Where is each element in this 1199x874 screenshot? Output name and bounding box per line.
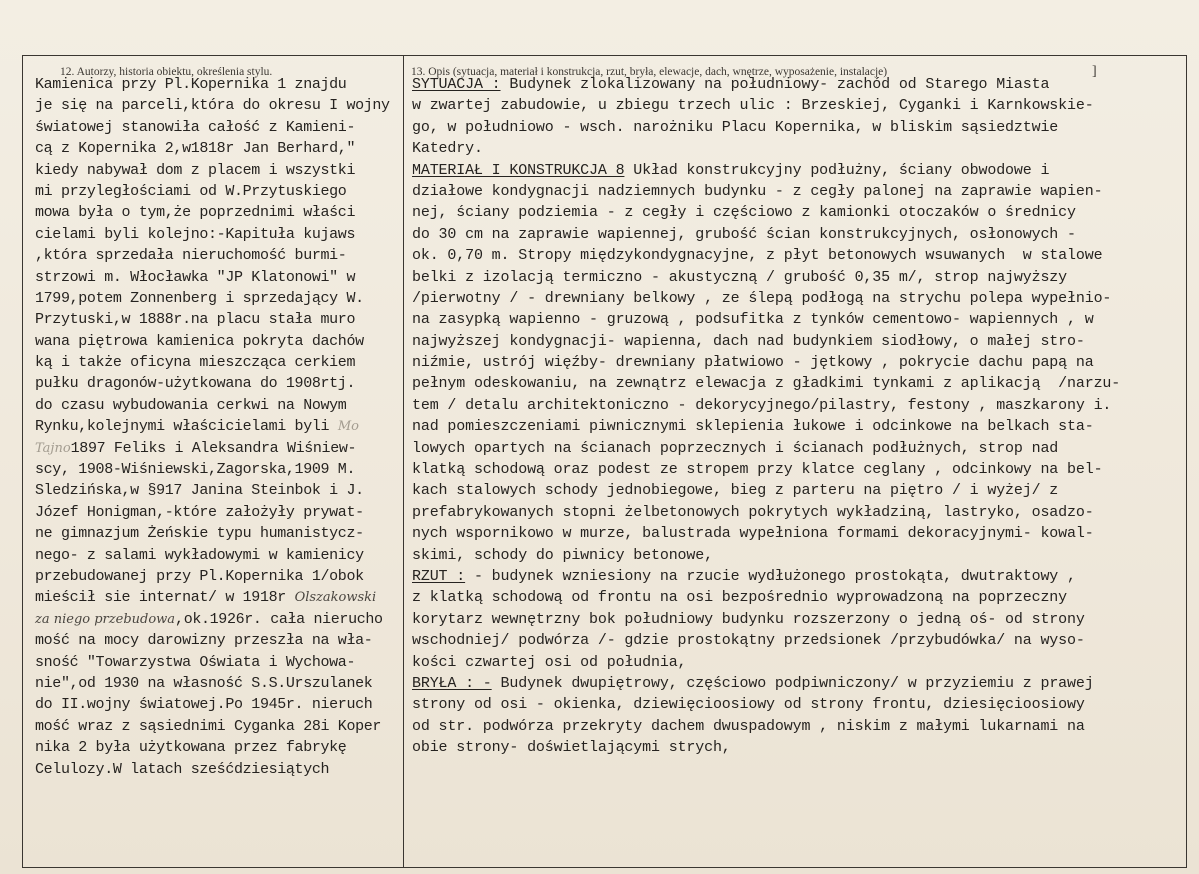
description-line: go, w południowo - wsch. narożniku Placu Kopernika, w bliskim sąsiedztwie (412, 118, 1059, 136)
description-line: najwyższej kondygnacji- wapienna, dach nad budynkiem siodłowy, o małej stro- (412, 332, 1085, 350)
description-line: klatką schodową oraz podest ze stropem przy klatce ceglany , odcinkowy na bel- (412, 461, 1103, 479)
section-13-header: 13. Opis (sytuacja, materiał i konstrukcja, rzut, bryła, elewacje, dach, wnętrze, wyposażenie, instalacje) (411, 66, 888, 78)
history-line: ,która sprzedała nieruchomość burmi- (35, 247, 347, 265)
history-line: światowej stanowiła całość z Kamieni- (35, 118, 356, 136)
description-line: nej, ściany podziemia - z cegły i częściowo z kamionki otoczaków o średnicy (412, 204, 1076, 222)
section-label-sytuacja: SYTUACJA : (412, 76, 501, 93)
description-line: Katedry. (412, 140, 483, 158)
description-column (412, 74, 1184, 759)
section-label-rzut: RZUT : (412, 567, 466, 585)
description-text: - budynek wzniesiony na rzucie wydłużonego prostokąta, dwutraktowy , (465, 567, 1076, 585)
history-text: mieścił sie internat/ w 1918r (35, 589, 286, 607)
history-line: cielami byli kolejno:-Kapituła kujaws (35, 225, 356, 243)
history-line: mość wraz z sąsiednimi Cyganka 28i Koper (35, 717, 382, 735)
description-line: ok. 0,70 m. Stropy międzykondygnacyjne, z płyt betonowych wsuwanych w stalowe (412, 247, 1103, 265)
handwritten-note: Tajno (35, 440, 71, 456)
form-top-rule (22, 55, 1187, 56)
handwritten-note: Olszakowski (294, 590, 377, 606)
description-line: kości czwartej osi od południa, (412, 653, 687, 671)
description-line: strony od osi - okienka, dziewięcioosiowy od strony frontu, dziesięcioosiowy (412, 696, 1085, 714)
history-column (35, 74, 403, 780)
history-text: Rynku,kolejnymi właścicielami byli (35, 418, 330, 436)
form-right-rule (1186, 55, 1187, 867)
history-line: nie",od 1930 na własność S.S.Urszulanek (35, 674, 373, 692)
description-line (412, 74, 1184, 95)
description-line (412, 160, 1184, 181)
history-line: sność "Towarzystwa Oświata i Wychowa- (35, 653, 356, 671)
description-line: od str. podwórza przekryty dachem dwuspadowym , niskim z małymi lukarnami na (412, 717, 1085, 735)
description-line: działowe kondygnacji nadziemnych budynku - z cegły palonej na zaprawie wapien- (412, 182, 1103, 200)
description-line: obie strony- doświetlającymi strych, (412, 739, 731, 757)
history-line: mość na mocy darowizny przeszła na wła- (35, 632, 373, 650)
history-line: Sledzińska,w §917 Janina Steinbok i J. (35, 482, 364, 500)
section-label-material: MATERIAŁ I KONSTRUKCJA 8 (412, 161, 625, 179)
history-line: do czasu wybudowania cerkwi na Nowym (35, 396, 347, 414)
description-line: belki z izolacją termiczno - akustyczną / grubość 0,35 m/, strop najwyższy (412, 268, 1068, 286)
history-line (35, 438, 403, 459)
history-line: mowa była o tym,że poprzednimi właści (35, 204, 356, 222)
history-line: nego- z salami wykładowymi w kamienicy (35, 546, 364, 564)
description-text: Budynek dwupiętrowy, częściowo podpiwniczony/ w przyziemiu z prawej (491, 674, 1094, 692)
history-line: mi przyległościami od W.Przytuskiego (35, 182, 347, 200)
description-line: lowych opartych na ścianach poprzecznych i ścianach podłużnych, strop nad (412, 439, 1059, 457)
description-line: korytarz wewnętrzny bok południowy budynku rozszerzony o jedną oś- od strony (412, 610, 1085, 628)
description-line: pełnym odeskowaniu, na zewnątrz elewacja z gładkimi tynkami z aplikacją /narzu- (412, 375, 1121, 393)
description-line: tem / detalu architektoniczno - dekorycyjnego/pilastry, festony , maszkarony i. (412, 396, 1112, 414)
history-line: kiedy nabywał dom z placem i wszystki (35, 161, 356, 179)
history-line: Józef Honigman,-które założyły prywat- (35, 503, 364, 521)
section-12-header: 12. Autorzy, historia obiektu, określenia stylu. (60, 66, 273, 78)
history-line: Przytuski,w 1888r.na placu stała muro (35, 311, 356, 329)
description-line (412, 673, 1184, 694)
description-line: nych wspornikowo w murze, balustrada wypełniona formami dekoracyjnymi- kowal- (412, 525, 1094, 543)
history-line: ką i także oficyna mieszcząca cerkiem (35, 354, 356, 372)
handwritten-note: za niego przebudowa (35, 611, 176, 627)
section-label-bryla: BRYŁA : - (412, 674, 492, 692)
history-line: strzowi m. Włocławka "JP Klatonowi" w (35, 268, 356, 286)
form-left-rule (22, 55, 23, 867)
history-line: je się na parceli,która do okresu I wojny (35, 97, 390, 115)
description-line: niźmie, ustrój więźby- drewniany płatwiowo - jętkowy , pokrycie dachu papą na (412, 354, 1094, 372)
history-line: nika 2 była użytkowana przez fabrykę (35, 739, 347, 757)
description-line: kach stalowych schody jednobiegowe, bieg z parteru na piętro / i wyżej/ z (412, 482, 1059, 500)
history-text: 1897 Feliks i Aleksandra Wiśniew- (70, 439, 357, 457)
history-text: ,ok.1926r. cała nierucho (175, 610, 383, 628)
history-line (35, 416, 403, 437)
form-column-divider (403, 55, 404, 867)
description-line: z klatką schodową od frontu na osi bezpośrednio wyprowadzoną na poprzeczny (412, 589, 1068, 607)
history-line: wana piętrowa kamienica pokryta dachów (35, 332, 364, 350)
description-text: Układ konstrukcyjny podłużny, ściany obwodowe i (624, 161, 1050, 179)
description-line: wschodniej/ podwórza /- gdzie prostokątny przedsionek /przybudówka/ na wyso- (412, 632, 1085, 650)
description-text: Budynek zlokalizowany na południowy- zachód od Starego Miasta (500, 76, 1050, 93)
history-line (35, 587, 403, 608)
corner-bracket-mark: ] (1092, 64, 1097, 79)
description-line: nad pomieszczeniami piwnicznymi sklepienia łukowe i odcinkowe na belkach sta- (412, 418, 1094, 436)
history-line (35, 609, 403, 630)
description-line: do 30 cm na zaprawie wapiennej, grubość ścian konstrukcyjnych, osłonowych - (412, 225, 1076, 243)
history-line: Kamienica przy Pl.Kopernika 1 znajdu (35, 76, 347, 93)
description-line: na zasypką wapienno - gruzową , podsufitka z tynków cementowo- wapiennych , w (412, 311, 1094, 329)
history-line: 1799,potem Zonnenberg i sprzedający W. (35, 289, 364, 307)
history-line: ne gimnazjum Żeńskie typu humanistycz- (35, 525, 364, 543)
form-bottom-rule (22, 867, 1187, 868)
history-line: do II.wojny światowej.Po 1945r. nieruch (35, 696, 373, 714)
history-line: Celulozy.W latach sześćdziesiątych (35, 760, 330, 778)
description-line: /pierwotny / - drewniany belkowy , ze ślepą podłogą na strychu polepa wypełnio- (412, 289, 1112, 307)
description-line (412, 566, 1184, 587)
history-line: scy, 1908-Wiśniewski,Zagorska,1909 M. (35, 461, 356, 479)
history-line: cą z Kopernika 2,w1818r Jan Berhard," (35, 140, 356, 158)
description-line: prefabrykowanych stopni żelbetonowych pokrytych wykładziną, lastryko, osadzo- (412, 503, 1094, 521)
description-line: skimi, schody do piwnicy betonowe, (412, 546, 713, 564)
history-line: pułku dragonów-użytkowana do 1908rtj. (35, 375, 356, 393)
history-line: przebudowanej przy Pl.Kopernika 1/obok (35, 567, 364, 585)
handwritten-note: Mo (337, 419, 359, 435)
description-line: w zwartej zabudowie, u zbiegu trzech ulic : Brzeskiej, Cyganki i Karnkowskie- (412, 97, 1094, 115)
